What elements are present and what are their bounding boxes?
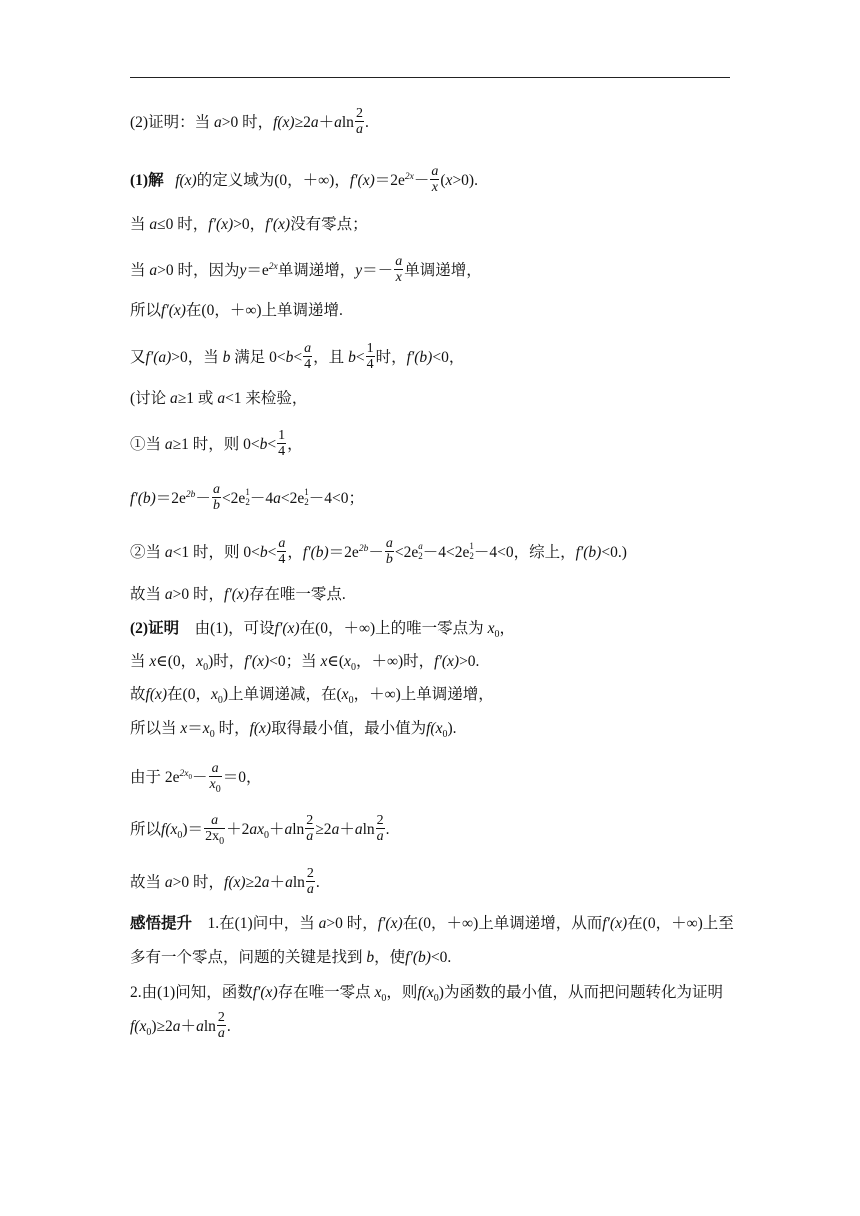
insight-paragraph-1: 感悟提升 1.在(1)问中，当 a>0 时，f′(x)在(0，＋∞)上单调递增，从而f′(x)在(0，＋∞)上至多有一个零点，问题的关键是找到 b，使f′(b)<0.: [130, 915, 734, 966]
text-line: 又f′(a)>0，当 b 满足 0<b< $\frac{a}{4}$ ，且 b< $\frac{1}{4}$ 时，f′(b)<0，: [130, 341, 465, 372]
text-line: 故当 a>0 时，f′(x)存在唯一零点.: [130, 586, 346, 603]
text-line: 故当 a>0 时，f(x)≥2a＋aln $\frac{2}{a}$ .: [130, 866, 320, 897]
solution-label: (1)解: [130, 172, 164, 190]
solution-part-1: (1)解 f(x)的定义域为(0，＋∞)，$f'(x)=2e^{2x}-$ $\frac{a}{x}$ (x>0).: [130, 164, 478, 195]
fraction: $\frac{2}{a}$: [355, 106, 363, 137]
header-rule: [130, 77, 730, 78]
text-line: ②当 a<1 时，则 0<b< $\frac{a}{4}$ ，$f'(b)=2e^{2b}-$ $\frac{a}{b}$ <2e a 2 －4<2e 1 2 －4<0，综上，f′(b)<0.): [130, 536, 627, 567]
text-line: 所以当 $x=x_0$ 时，f(x)取得最小值，最小值为$f(x_0)$.: [130, 720, 457, 741]
proof-label: (2)证明: [130, 620, 180, 637]
text-line: ①当 a≥1 时，则 0<b< $\frac{1}{4}$ ，: [130, 428, 303, 459]
insight-label: 感悟提升: [130, 915, 193, 932]
text-line: $f'(b)=2e^{2b}-$ $\frac{a}{b}$ <2e 1 2 －4a<2e 1 2 －4<0；: [130, 482, 364, 513]
text-line: 所以$f(x_0)=$ $\frac{a}{2x_0}$ $+2ax_0+aln$ $\frac{2}{a}$ ≥2a＋aln $\frac{2}{a}$ .: [130, 813, 390, 847]
text-line: 由于 $2e^{2x_0}-$ $\frac{a}{x_0}$ ＝0，: [130, 761, 262, 795]
text-line: 当 a>0 时，因为$y=e^{2x}$单调递增，y＝－ $\frac{a}{x}$ 单调递增，: [130, 254, 482, 285]
text-line: (讨论 a≥1 或 a<1 来检验，: [130, 390, 308, 407]
text-line: 当 x∈(0，$x_0$)时，f′(x)<0；当 $x\in(x_0$，＋∞)时，f′(x)>0.: [130, 653, 480, 674]
proof-part-2: (2)证明 由(1)，可设f′(x)在(0，＋∞)上的唯一零点为 $x_0$，: [130, 620, 515, 641]
insight-paragraph-2: 2.由(1)问知，函数f′(x)存在唯一零点 $x_0$，则$f(x_0)$为函数的最小值，从而把问题转化为证明$f(x_0)\ge 2a+aln$ $\frac{2}{a}$ .: [130, 984, 723, 1041]
problem-part-2: (2)证明：当 a>0 时，f(x)≥2a＋aln $\frac{2}{a}$ .: [130, 106, 369, 137]
text-line: 所以f′(x)在(0，＋∞)上单调递增.: [130, 302, 343, 319]
text-line: 故f(x)在(0，$x_0$)上单调递减，在($x_0$，＋∞)上单调递增，: [130, 686, 494, 707]
text-line: 当 a≤0 时，f′(x)>0，f′(x)没有零点；: [130, 216, 368, 233]
